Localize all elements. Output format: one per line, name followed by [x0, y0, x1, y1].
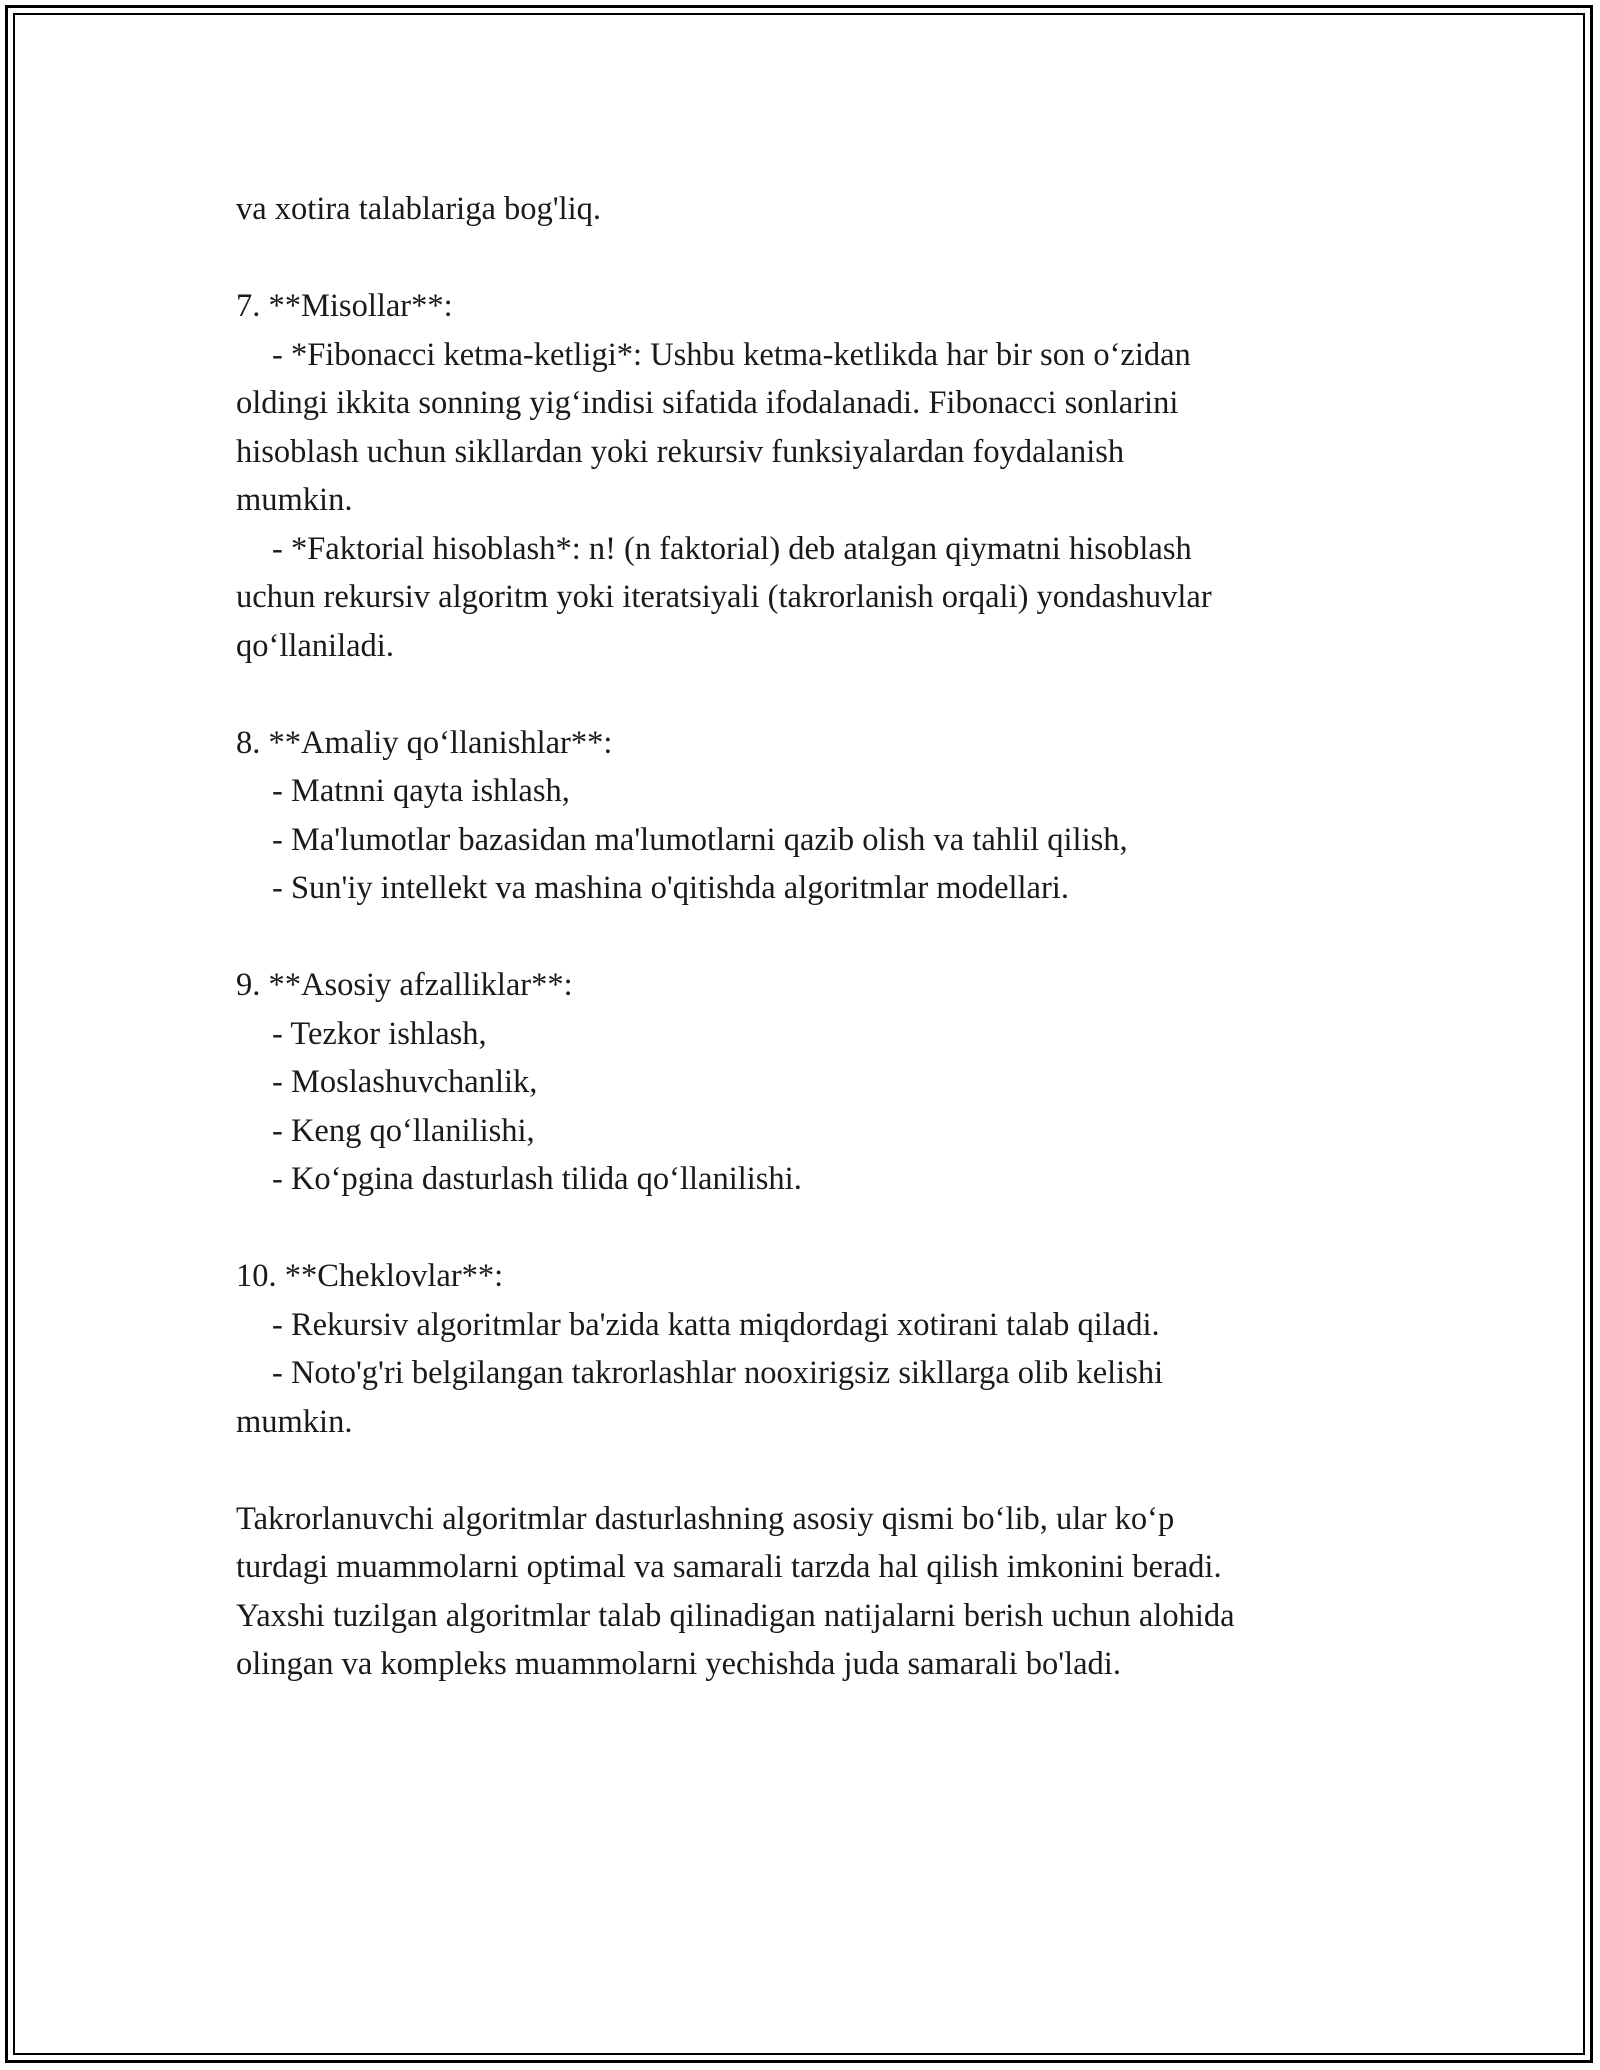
list-item-line: - Tezkor ishlash,	[272, 1015, 487, 1052]
conclusion-paragraph	[236, 1495, 1376, 1689]
paragraph-line: oldingi ikkita sonning yig‘indisi sifatida ifodalanadi. Fibonacci sonlarini	[236, 385, 1179, 421]
spacer	[236, 913, 1376, 962]
paragraph-line: mumkin.	[236, 1403, 353, 1440]
intro-tail-line: va xotira talablariga bog'liq.	[236, 191, 602, 227]
paragraph-line: Yaxshi tuzilgan algoritmlar talab qilinadigan natijalarni berish uchun alohida	[236, 1597, 1235, 1634]
document-body	[236, 185, 1376, 1689]
paragraph-line: olingan va kompleks muammolarni yechishda juda samarali bo'ladi.	[236, 1646, 1121, 1682]
list-item-line: - Rekursiv algoritmlar ba'zida katta miqdordagi xotirani talab qiladi.	[272, 1306, 1160, 1343]
list-item-line: - *Faktorial hisoblash*: n! (n faktorial) deb atalgan qiymatni hisoblash	[272, 530, 1192, 567]
list-item-line: - Keng qo‘llanilishi,	[272, 1112, 535, 1149]
section-heading: 7. **Misollar**:	[236, 288, 453, 324]
section-misollar	[236, 282, 1376, 670]
paragraph-line: uchun rekursiv algoritm yoki iteratsiyali (takrorlanish orqali) yondashuvlar	[236, 579, 1212, 615]
paragraph-line: qo‘llaniladi.	[236, 627, 394, 664]
list-item-line: - Matnni qayta ishlash,	[272, 773, 570, 809]
section-heading: 10. **Cheklovlar**:	[236, 1258, 504, 1294]
section-cheklovlar	[236, 1252, 1376, 1446]
spacer	[236, 1446, 1376, 1495]
paragraph-line: Takrorlanuvchi algoritmlar dasturlashning asosiy qismi bo‘lib, ular ko‘p	[236, 1500, 1175, 1537]
spacer	[236, 1204, 1376, 1253]
list-item-line: - Moslashuvchanlik,	[272, 1064, 538, 1100]
list-item-line: - Ko‘pgina dasturlash tilida qo‘llanilishi.	[272, 1161, 802, 1197]
list-item-line: - Sun'iy intellekt va mashina o'qitishda algoritmlar modellari.	[272, 870, 1069, 906]
section-heading: 8. **Amaliy qo‘llanishlar**:	[236, 724, 613, 761]
section-amaliy-qollanishlar	[236, 719, 1376, 913]
section-asosiy-afzalliklar	[236, 961, 1376, 1204]
paragraph-line: mumkin.	[236, 482, 353, 518]
section-heading: 9. **Asosiy afzalliklar**:	[236, 967, 573, 1003]
spacer	[236, 234, 1376, 283]
list-item-line: - Noto'g'ri belgilangan takrorlashlar nooxirigsiz sikllarga olib kelishi	[272, 1355, 1164, 1391]
spacer	[236, 670, 1376, 719]
paragraph-line: turdagi muammolarni optimal va samarali tarzda hal qilish imkonini beradi.	[236, 1549, 1222, 1585]
list-item-line: - *Fibonacci ketma-ketligi*: Ushbu ketma-ketlikda har bir son o‘zidan	[272, 336, 1191, 373]
list-item-line: - Ma'lumotlar bazasidan ma'lumotlarni qazib olish va tahlil qilish,	[272, 821, 1128, 858]
paragraph-line: hisoblash uchun sikllardan yoki rekursiv funksiyalardan foydalanish	[236, 433, 1125, 470]
